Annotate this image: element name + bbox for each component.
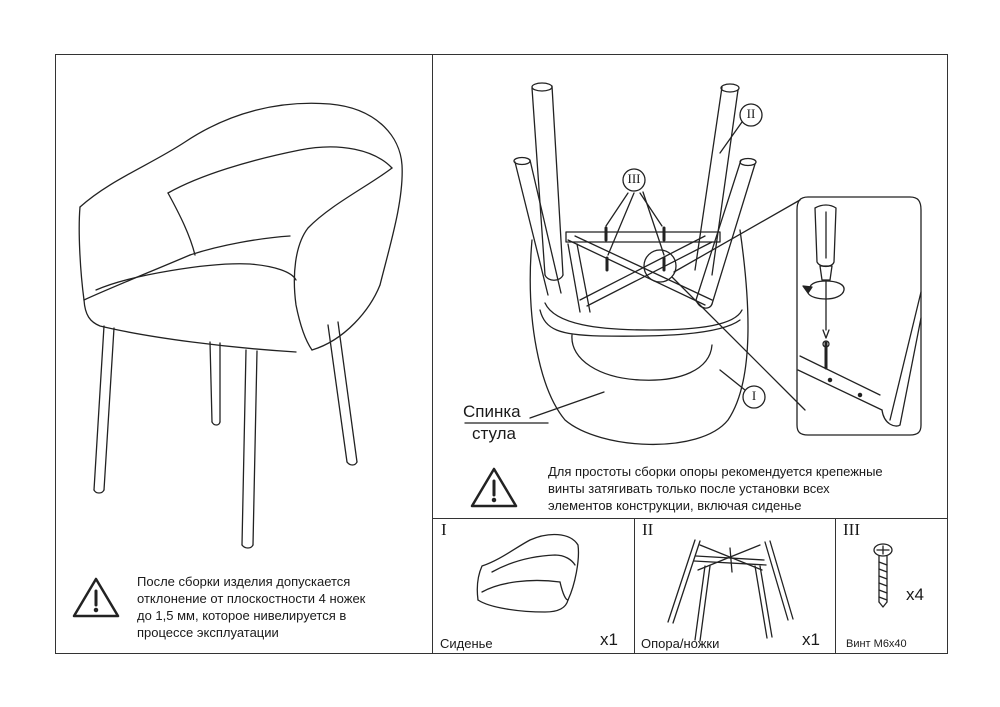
part-numeral: I — [441, 520, 447, 539]
callout-part-II: II — [746, 106, 756, 121]
backrest-label-line2: стула — [472, 424, 516, 443]
assembly-tolerance-note: После сборки изделия допускается отклонение от плоскостности 4 ножек до 1,5 мм, которое нивелируется в процессе эксплуатации — [137, 574, 366, 640]
part-name: Сиденье — [440, 636, 493, 651]
part-name: Опора/ножки — [641, 636, 720, 651]
assembly-tip-note: Для простоты сборки опоры рекомендуется крепежные винты затягивать только после установки всех элементов конструкции, включая сиденье — [548, 464, 883, 513]
callout-part-I: I — [751, 388, 757, 403]
callout-part-III: III — [627, 171, 641, 186]
part-name: Винт М6х40 — [846, 638, 907, 650]
part-numeral: II — [642, 520, 654, 539]
part-quantity: x1 — [600, 630, 618, 649]
part-numeral: III — [843, 520, 860, 539]
part-quantity: x1 — [802, 630, 820, 649]
backrest-label: Спинка — [463, 402, 521, 421]
part-quantity: x4 — [906, 585, 924, 604]
